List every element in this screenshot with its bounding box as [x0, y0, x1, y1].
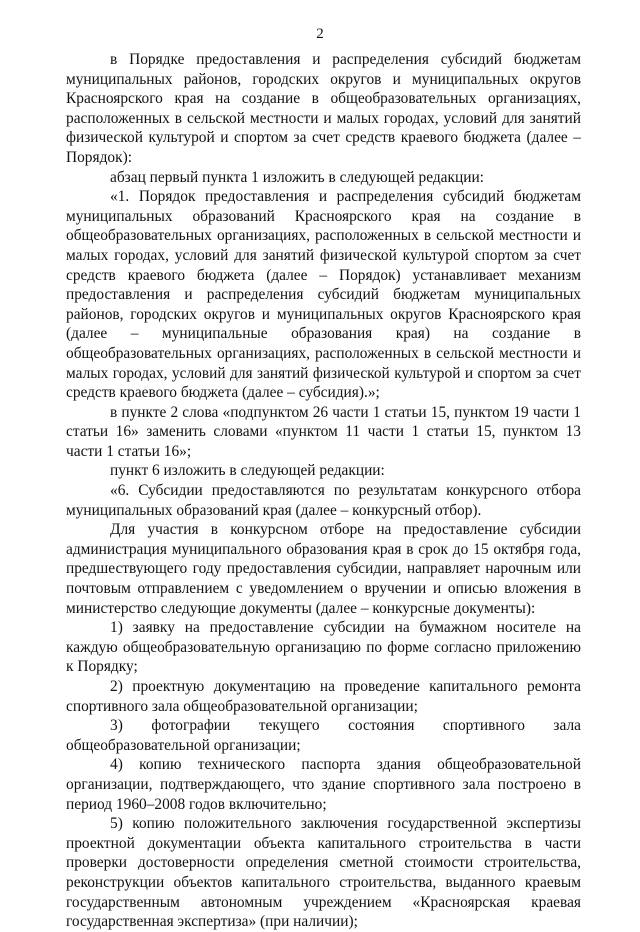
list-item-3-foto: 3) фотографии текущего состояния спортивного зала общеобразовательной организации;	[66, 717, 581, 754]
paragraph-punkt-6-text: «6. Субсидии предоставляются по результатам конкурсного отбора муниципальных образований края (далее – конкурсный отбор).	[66, 482, 581, 519]
paragraph-abzac-pervyi: абзац первый пункта 1 изложить в следующей редакции:	[110, 168, 484, 186]
page-number: 2	[316, 26, 324, 42]
paragraph-punkt-6-heading: пункт 6 изложить в следующей редакции:	[110, 462, 385, 480]
paragraph-punkt-2-change: в пункте 2 слова «подпунктом 26 части 1 статьи 15, пунктом 19 части 1 статьи 16» заменить словами «пунктом 11 части 1 статьи 15, пунктом 13 части 1 статьи 16»;	[66, 403, 581, 460]
paragraph-porядок-intro: в Порядке предоставления и распределения субсидий бюджетам муниципальных районов, городских округов и муниципальных округов Красноярского края на создание в общеобразовательных организациях, расположенных в сельской местности и малых городах, условий для занятий физической культурой и спортом за счет средств краевого бюджета (далее – Порядок):	[66, 51, 581, 166]
document-body	[66, 50, 581, 932]
list-item-5-ekspertiza: 5) копию положительного заключения государственной экспертизы проектной документации объекта капитального строительства в части проверки достоверности определения сметной стоимости строительства, реконструкции объектов капитального строительства, выданного краевым государственным автономным учреждением «Красноярская краевая государственная экспертиза» (при наличии);	[66, 815, 581, 931]
list-item-1-zayavka: 1) заявку на предоставление субсидии на бумажном носителе на каждую общеобразовательную организацию по форме согласно приложению к Порядку;	[66, 619, 581, 676]
paragraph-konkurs-documents: Для участия в конкурсном отборе на предоставление субсидии администрация муниципального образования края в срок до 15 октября года, предшествующего году предоставления субсидии, направляет нарочным или почтовым отправлением с уведомлением о вручении и описью вложения в министерство следующие документы (далее – конкурсные документы):	[66, 521, 581, 617]
list-item-4-pasport: 4) копию технического паспорта здания общеобразовательной организации, подтверждающего, что здание спортивного зала построено в период 1960–2008 годов включительно;	[66, 756, 581, 813]
paragraph-punkt-1-text: «1. Порядок предоставления и распределения субсидий бюджетам муниципальных образований Красноярского края на создание в общеобразовательных организациях, расположенных в сельской местности и малых городах, условий для занятий физической культурой спортом за счет средств краевого бюджета (далее – Порядок) устанавливает механизм предоставления и распределения субсидий бюджетам муниципальных районов, городских округов и муниципальных округов Красноярского края (далее – муниципальные образования края) на создание в общеобразовательных организациях, расположенных в сельской местности и малых городах, условий для занятий физической культурой и спортом за счет средств краевого бюджета (далее – субсидия).»;	[66, 188, 581, 402]
list-item-2-proekt: 2) проектную документацию на проведение капитального ремонта спортивного зала общеобразовательной организации;	[66, 678, 581, 715]
